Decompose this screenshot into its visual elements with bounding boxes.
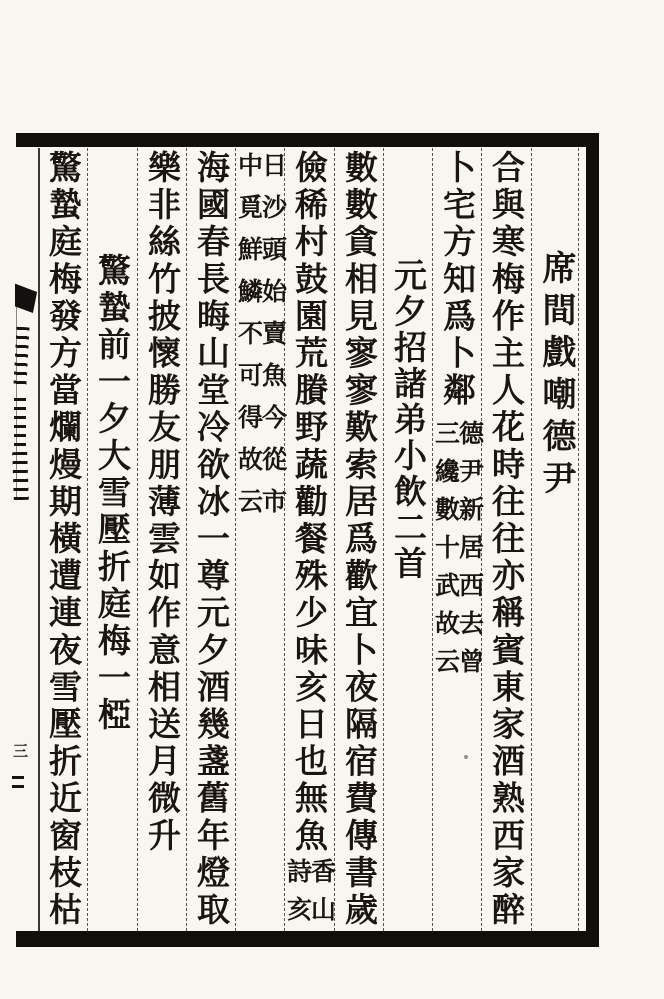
interlinear-note (431, 420, 485, 686)
poem-title-column-4: 元夕招諸弟小飲二首 (389, 258, 428, 582)
frame-right-border (586, 133, 599, 947)
interlinear-note (234, 152, 288, 530)
verse-column-9: 樂非絲竹披懷勝友朋薄雲如作意相送月微升 (143, 150, 182, 855)
fold-ink-fragment (12, 776, 24, 790)
note-left-subcolumn: 中覓鮮鱗不可得故云 (234, 152, 264, 530)
note-column-7 (234, 150, 288, 932)
verse-text: 儉稀村鼓園荒賸野蔬勸餐殊少味亥日也無魚 (290, 150, 329, 855)
verse-column-6 (283, 150, 337, 934)
poem-title-column-10: 驚蟄前一夕大雪壓折庭梅一椏 (93, 253, 132, 734)
note-right-subcolumn: 德尹新居西去曾 (455, 420, 485, 686)
frame-top-border (16, 133, 599, 147)
note-right-subcolumn: 香山 (307, 858, 337, 934)
verse-column-5: 數數貪相見寥寥歎索居爲歡宜卜夜隔宿費傳書歲 (340, 150, 379, 930)
page-number: 三 (13, 742, 29, 760)
fold-ink-fragment (12, 452, 29, 500)
note-left-subcolumn: 三纔數十武故云 (431, 420, 461, 686)
verse-column-3 (431, 150, 485, 932)
verse-text: 卜宅方知爲卜鄰 (438, 150, 477, 410)
interlinear-note (283, 858, 337, 934)
verse-column-2: 合與寒梅作主人花時往往亦稱賓東家酒熟西家醉 (487, 150, 526, 930)
fold-ink-fragment (13, 327, 29, 386)
verse-column-8: 海國春長晦山堂冷欲冰一尊元夕酒幾盞舊年燈取 (192, 150, 231, 930)
note-left-subcolumn: 詩亥 (283, 858, 313, 934)
verse-column-11: 驚蟄庭梅發方當爛熳期橫遭連夜雪壓折近窗枝枯 (44, 150, 83, 930)
poem-title-column-1: 席間戲嘲德尹 (536, 250, 576, 502)
fold-ink-fragment (14, 398, 26, 450)
fold-ink-fragment (15, 283, 38, 313)
note-right-subcolumn: 日沙頭始賣魚今從市 (258, 152, 288, 530)
